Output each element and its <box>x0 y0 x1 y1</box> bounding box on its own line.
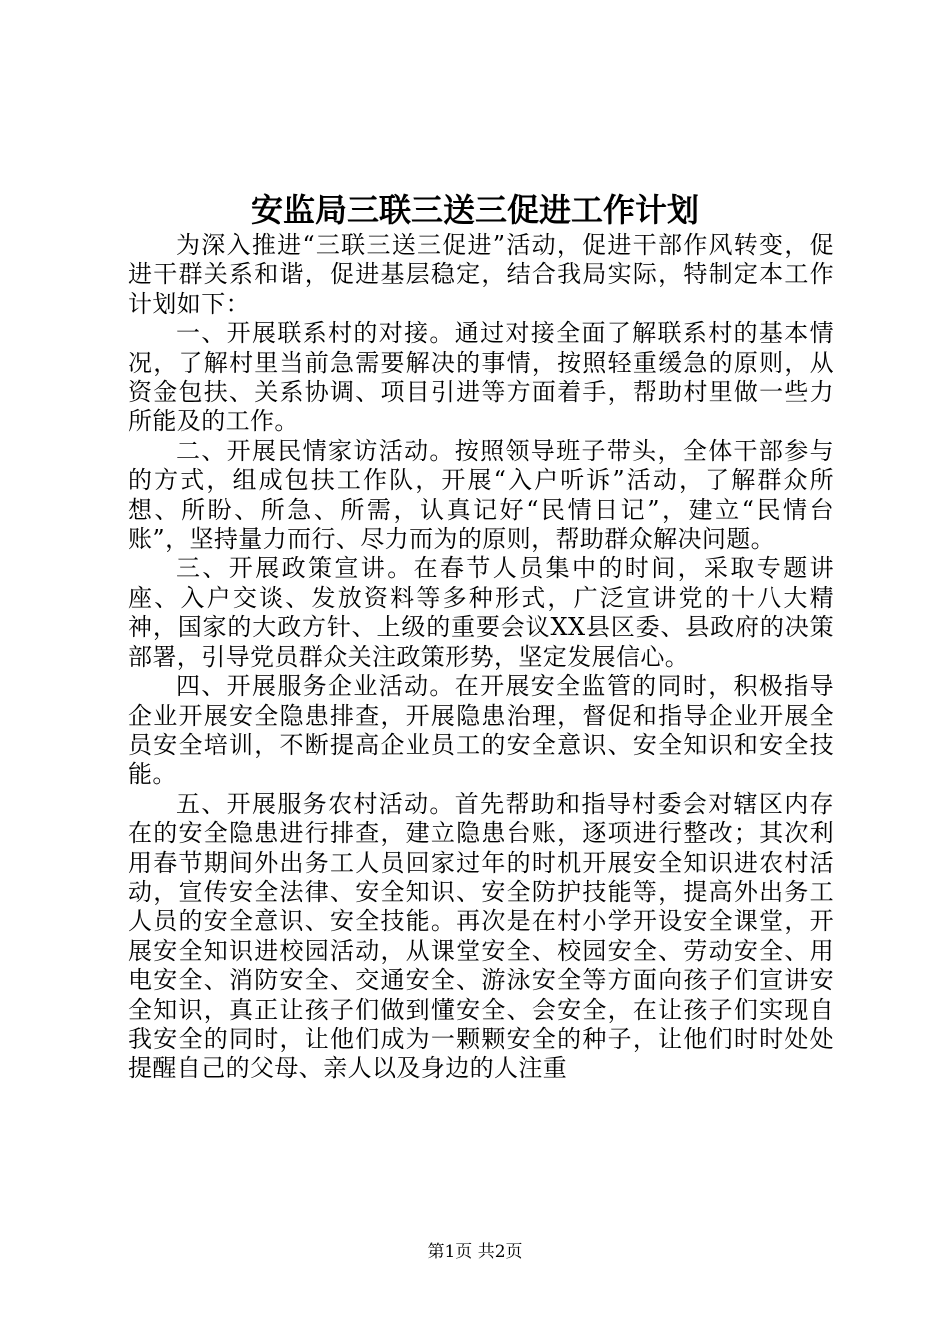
paragraph-item-1: 一、开展联系村的对接。通过对接全面了解联系村的基本情况，了解村里当前急需要解决的事情，按照轻重缓急的原则，从资金包扶、关系协调、项目引进等方面着手，帮助村里做一些力所能及的工作。 <box>128 319 834 436</box>
document-body <box>128 231 834 1084</box>
page-footer: 第1页 共2页 <box>427 1242 523 1262</box>
paragraph-item-4: 四、开展服务企业活动。在开展安全监管的同时，积极指导企业开展安全隐患排查，开展隐患治理，督促和指导企业开展全员安全培训，不断提高企业员工的安全意识、安全知识和安全技能。 <box>128 672 834 789</box>
document-title: 安监局三联三送三促进工作计划 <box>250 191 699 229</box>
paragraph-item-2: 二、开展民情家访活动。按照领导班子带头，全体干部参与的方式，组成包扶工作队，开展“入户听诉”活动，了解群众所想、所盼、所急、所需，认真记好“民情日记”，建立“民情台账”，坚持量力而行、尽力而为的原则，帮助群众解决问题。 <box>128 436 834 554</box>
paragraph-item-3: 三、开展政策宣讲。在春节人员集中的时间，采取专题讲座、入户交谈、发放资料等多种形式，广泛宣讲党的十八大精神，国家的大政方针、上级的重要会议XX县区委、县政府的决策部署，引导党员群众关注政策形势，坚定发展信心。 <box>128 554 834 671</box>
paragraph-item-5: 五、开展服务农村活动。首先帮助和指导村委会对辖区内存在的安全隐患进行排查，建立隐患台账，逐项进行整改；其次利用春节期间外出务工人员回家过年的时机开展安全知识进农村活动，宣传安全法律、安全知识、安全防护技能等，提高外出务工人员的安全意识、安全技能。再次是在村小学开设安全课堂，开展安全知识进校园活动，从课堂安全、校园安全、劳动安全、用电安全、消防安全、交通安全、游泳安全等方面向孩子们宣讲安全知识，真正让孩子们做到懂安全、会安全，在让孩子们实现自我安全的同时，让他们成为一颗颗安全的种子，让他们时时处处提醒自己的父母、亲人以及身边的人注重 <box>128 789 834 1083</box>
paragraph-intro: 为深入推进“三联三送三促进”活动，促进干部作风转变，促进干群关系和谐，促进基层稳定，结合我局实际，特制定本工作计划如下： <box>128 231 834 318</box>
